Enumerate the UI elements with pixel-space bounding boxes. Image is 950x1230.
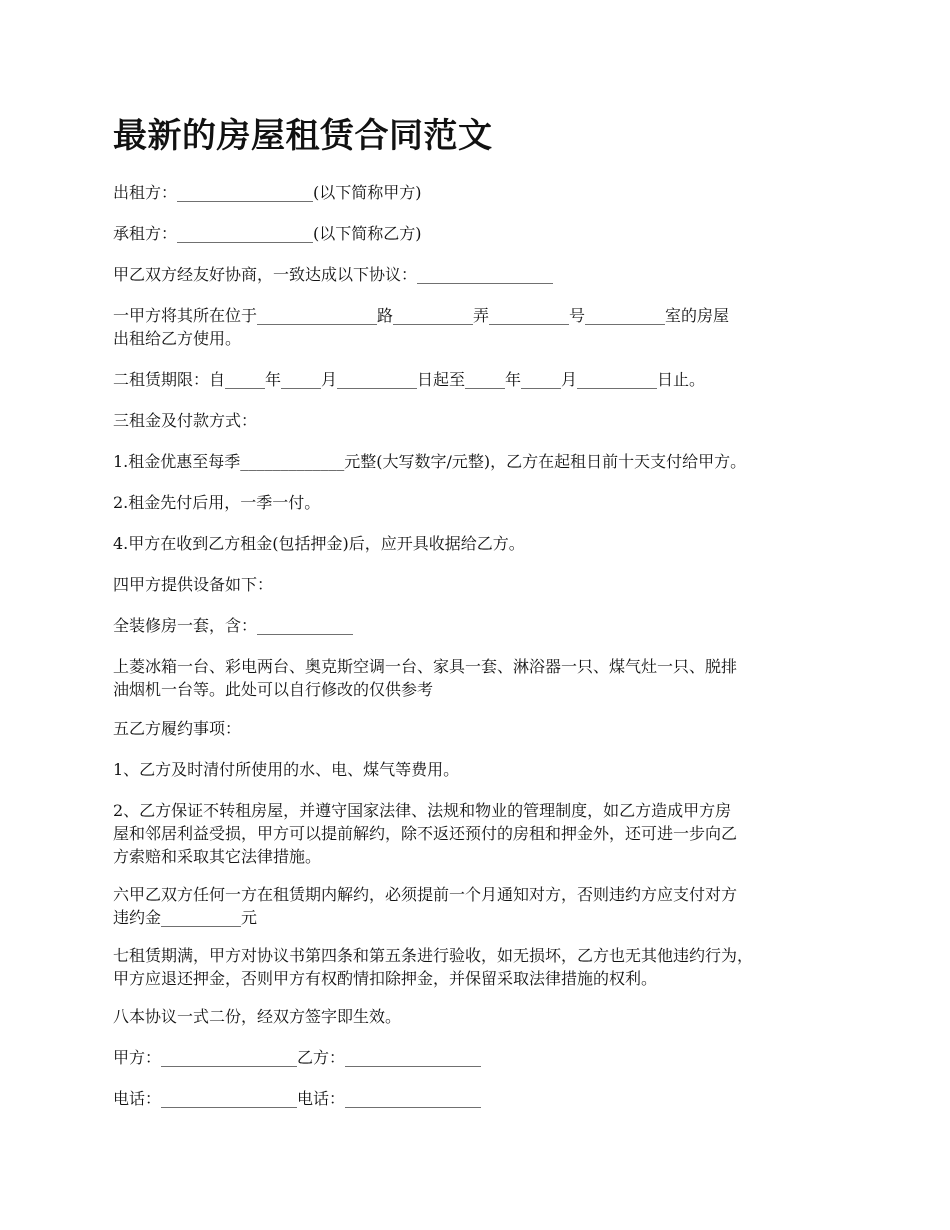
clause-3-heading: 三租金及付款方式： <box>113 411 258 430</box>
lessor-line: 出租方：_________________(以下简称甲方) <box>113 183 422 202</box>
clause-5-item-1: 1、乙方及时清付所使用的水、电、煤气等费用。 <box>113 760 460 779</box>
clause-3-item-4: 4.甲方在收到乙方租金(包括押金)后，应开具收据给乙方。 <box>113 534 525 553</box>
clause-8-effect: 八本协议一式二份，经双方签字即生效。 <box>113 1007 402 1026</box>
clause-7-expiry: 七租赁期满，甲方对协议书第四条和第五条进行验收，如无损坏，乙方也无其他违约行为， 甲方应退还押金，否则甲方有权酌情扣除押金，并保留采取法律措施的权利。 <box>113 946 754 988</box>
lessee-line: 承租方：_________________(以下简称乙方) <box>113 224 422 243</box>
clause-5-item-2: 2、乙方保证不转租房屋，并遵守国家法律、法规和物业的管理制度，如乙方造成甲方房 屋和邻居利益受损，甲方可以提前解约，除不返还预付的房租和押金外，还可进一步向乙 方索赔和采取其它法律措施。 <box>113 801 738 866</box>
clause-4-fitout: 全装修房一套，含：____________ <box>113 616 354 635</box>
clause-2-term: 二租赁期限：自_____年_____月__________日起至_____年_____月__________日止。 <box>113 370 706 389</box>
clause-3-item-2: 2.租金先付后用，一季一付。 <box>113 493 321 512</box>
clause-1-premises: 一甲方将其所在位于_______________路__________弄__________号__________室的房屋 出租给乙方使用。 <box>113 306 730 348</box>
clause-4-equipment: 上菱冰箱一台、彩电两台、奥克斯空调一台、家具一套、淋浴器一只、煤气灶一只、脱排 油烟机一台等。此处可以自行修改的仅供参考 <box>113 657 738 699</box>
agreement-intro: 甲乙双方经友好协商，一致达成以下协议：_________________ <box>113 265 554 284</box>
clause-5-heading: 五乙方履约事项： <box>113 719 242 738</box>
document-title: 最新的房屋租赁合同范文 <box>113 116 493 156</box>
clause-4-heading: 四甲方提供设备如下： <box>113 575 274 594</box>
phone-line: 电话：_________________电话：_________________ <box>113 1089 482 1108</box>
signature-line: 甲方：_________________乙方：_________________ <box>113 1048 482 1067</box>
clause-3-item-1: 1.租金优惠至每季_____________元整(大写数字/元整)，乙方在起租日前十天支付给甲方。 <box>113 452 747 471</box>
clause-6-termination: 六甲乙双方任何一方在租赁期内解约，必须提前一个月通知对方，否则违约方应支付对方 违约金__________元 <box>113 885 738 927</box>
